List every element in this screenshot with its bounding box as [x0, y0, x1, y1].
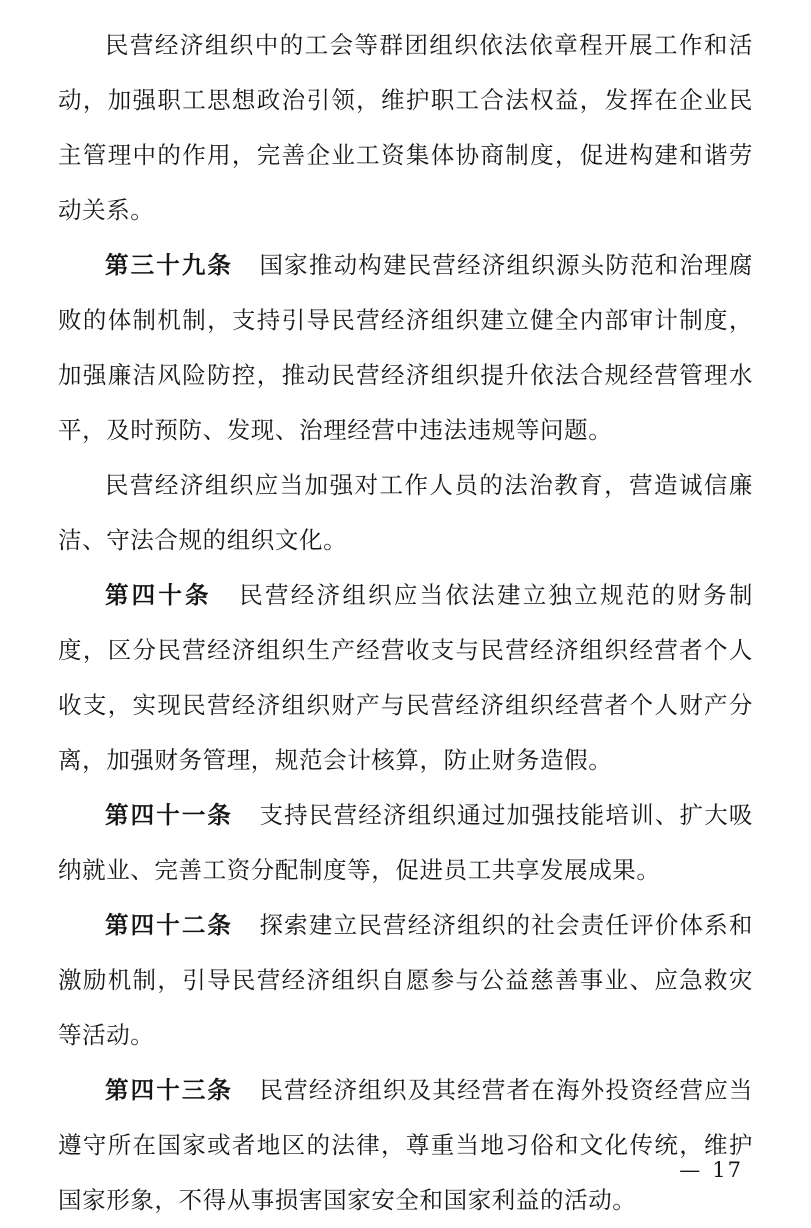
paragraph-text: 民营经济组织及其经营者在海外投资经营应当遵守所在国家或者地区的法律，尊重当地习俗和文化传统，维护国家形象，不得从事损害国家安全和国家利益的活动。: [58, 1076, 753, 1214]
article-label: 第四十二条: [105, 911, 234, 939]
paragraph-text: 支持民营经济组织通过加强技能培训、扩大吸纳就业、完善工资分配制度等，促进员工共享发展成果。: [58, 801, 753, 884]
article-label: 第三十九条: [105, 251, 234, 279]
page-marker-left: —: [679, 1158, 703, 1182]
article-label: 第四十三条: [105, 1076, 234, 1104]
paragraph-text: 民营经济组织应当加强对工作人员的法治教育，营造诚信廉洁、守法合规的组织文化。: [58, 471, 753, 554]
article-label: 第四十条: [105, 581, 212, 609]
paragraph-article-39: [58, 238, 753, 458]
paragraph-text: 民营经济组织应当依法建立独立规范的财务制度，区分民营经济组织生产经营收支与民营经济组织经营者个人收支，实现民营经济组织财产与民营经济组织经营者个人财产分离，加强财务管理，规范会计核算，防止财务造假。: [58, 581, 754, 774]
paragraph-article-43: [58, 1063, 753, 1228]
document-body: [58, 18, 753, 1228]
paragraph-article-40: [58, 568, 753, 788]
paragraph-article-41: [58, 788, 753, 898]
article-label: 第四十一条: [105, 801, 234, 829]
page-number: 17: [712, 1158, 743, 1182]
paragraph: [58, 18, 753, 238]
page-footer: [58, 1148, 753, 1182]
paragraph-text: 国家推动构建民营经济组织源头防范和治理腐败的体制机制，支持引导民营经济组织建立健全内部审计制度，加强廉洁风险防控，推动民营经济组织提升依法合规经营管理水平，及时预防、发现、治理经营中违法违规等问题。: [58, 251, 753, 444]
paragraph-article-42: [58, 898, 753, 1063]
paragraph-text: 探索建立民营经济组织的社会责任评价体系和激励机制，引导民营经济组织自愿参与公益慈善事业、应急救灾等活动。: [58, 911, 753, 1049]
paragraph: [58, 458, 753, 568]
paragraph-text: 民营经济组织中的工会等群团组织依法依章程开展工作和活动，加强职工思想政治引领，维护职工合法权益，发挥在企业民主管理中的作用，完善企业工资集体协商制度，促进构建和谐劳动关系。: [58, 31, 753, 224]
